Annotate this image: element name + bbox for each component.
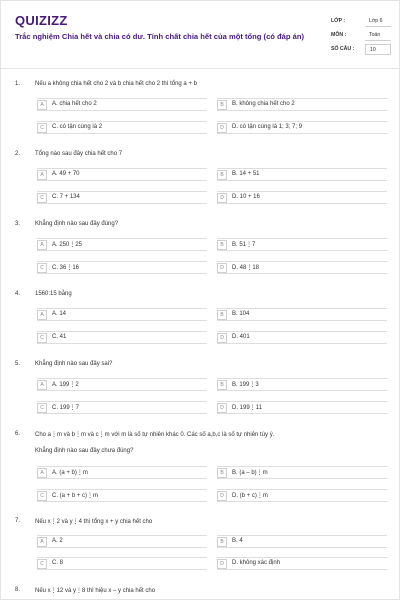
option-letter: D	[217, 491, 227, 501]
option-d[interactable]	[217, 261, 387, 274]
option-letter: C	[37, 491, 47, 501]
header-divider	[1, 68, 400, 69]
option-text: A. 14	[52, 311, 67, 317]
option-b[interactable]	[217, 308, 387, 321]
option-text: D. (b + c)⋮m	[232, 493, 268, 499]
question-subtext: Khẳng định nào sau đây chưa đúng?	[35, 448, 134, 454]
option-text: B. 14 + 51	[232, 171, 260, 177]
option-b[interactable]	[217, 98, 387, 111]
option-a[interactable]	[37, 466, 207, 479]
option-text: C. 8	[52, 560, 64, 566]
option-letter: B	[217, 170, 227, 180]
option-text: A. (a + b)⋮m	[52, 470, 88, 476]
option-letter: B	[217, 240, 227, 250]
quizizz-logo: QUIZIZZ	[15, 13, 68, 28]
option-c[interactable]	[37, 191, 207, 204]
option-text: B. 4	[232, 538, 243, 544]
option-text: C. (a + b + c)⋮m	[52, 493, 99, 499]
option-letter: B	[217, 537, 227, 547]
option-letter: C	[37, 403, 47, 413]
question-number: 6.	[15, 431, 21, 437]
option-d[interactable]	[217, 191, 387, 204]
question-number: 4.	[15, 291, 21, 297]
option-b[interactable]	[217, 466, 387, 479]
option-letter: C	[37, 193, 47, 203]
option-text: D. 401	[232, 334, 250, 340]
option-text: C. 199⋮7	[52, 405, 80, 411]
question-text: Nếu x⋮2 và y⋮4 thì tổng x + y chia hết cho	[35, 519, 153, 525]
meta-grade-label: LỚP :	[331, 18, 346, 24]
question-number: 3.	[15, 221, 21, 227]
option-text: A. 250⋮25	[52, 242, 83, 248]
question-text: Tổng nào sau đây chia hết cho 7	[35, 151, 123, 157]
option-text: A. 2	[52, 538, 63, 544]
option-letter: B	[217, 310, 227, 320]
question-number: 1.	[15, 81, 21, 87]
option-a[interactable]	[37, 98, 207, 111]
option-c[interactable]	[37, 331, 207, 344]
question-text: Nếu x⋮12 và y⋮8 thì hiệu x – y chia hết cho	[35, 588, 156, 594]
option-text: A. 49 + 70	[52, 171, 80, 177]
option-text: A. 199⋮2	[52, 382, 79, 388]
question-number: 7.	[15, 518, 21, 524]
option-text: D. 48⋮18	[232, 265, 260, 271]
option-text: B. (a – b)⋮m	[232, 470, 268, 476]
option-c[interactable]	[37, 401, 207, 414]
option-text: C. 41	[52, 334, 67, 340]
option-c[interactable]	[37, 121, 207, 134]
option-letter: B	[217, 468, 227, 478]
meta-count-value: 10	[365, 44, 391, 55]
meta-subject-label: MÔN :	[331, 32, 347, 38]
question-text: Khẳng định nào sau đây sai?	[35, 361, 113, 367]
option-a[interactable]	[37, 308, 207, 321]
option-text: B. 199⋮3	[232, 382, 259, 388]
question-text: Khẳng định nào sau đây đúng?	[35, 221, 119, 227]
option-letter: D	[217, 263, 227, 273]
option-text: C. có tận cùng là 2	[52, 124, 103, 130]
option-letter: D	[217, 333, 227, 343]
option-letter: B	[217, 380, 227, 390]
option-c[interactable]	[37, 261, 207, 274]
question-number: 2.	[15, 151, 21, 157]
option-letter: B	[217, 100, 227, 110]
option-letter: C	[37, 333, 47, 343]
option-letter: A	[37, 380, 47, 390]
worksheet-meta	[331, 15, 393, 57]
option-a[interactable]	[37, 238, 207, 251]
meta-subject	[331, 29, 393, 43]
question-text: 1560:15 bằng	[35, 291, 72, 297]
option-letter: A	[37, 310, 47, 320]
meta-count	[331, 43, 393, 57]
option-b[interactable]	[217, 535, 387, 548]
option-text: A. chia hết cho 2	[52, 101, 97, 107]
question-number: 5.	[15, 361, 21, 367]
option-b[interactable]	[217, 168, 387, 181]
option-text: D. có tận cùng là 1; 3; 7; 9	[232, 124, 303, 130]
option-letter: C	[37, 559, 47, 569]
option-text: C. 7 + 134	[52, 194, 80, 200]
meta-grade	[331, 15, 393, 29]
option-letter: D	[217, 559, 227, 569]
meta-subject-value: Toán	[365, 30, 391, 41]
option-c[interactable]	[37, 557, 207, 570]
option-letter: C	[37, 123, 47, 133]
option-b[interactable]	[217, 238, 387, 251]
worksheet-header	[1, 1, 400, 67]
option-a[interactable]	[37, 535, 207, 548]
worksheet-title: Trắc nghiệm Chia hết và chia có dư. Tính chất chia hết của một tổng (có đáp án)	[15, 32, 305, 41]
option-d[interactable]	[217, 331, 387, 344]
option-letter: C	[37, 263, 47, 273]
option-letter: A	[37, 100, 47, 110]
option-text: B. 104	[232, 311, 250, 317]
option-letter: A	[37, 537, 47, 547]
option-text: B. 51⋮7	[232, 242, 256, 248]
option-letter: D	[217, 403, 227, 413]
option-d[interactable]	[217, 557, 387, 570]
option-d[interactable]	[217, 401, 387, 414]
option-b[interactable]	[217, 378, 387, 391]
meta-grade-value: Lớp 6	[365, 16, 391, 27]
option-text: B. không chia hết cho 2	[232, 101, 295, 107]
question-text: Cho a⋮m và b⋮m và c⋮m với m là số tự nhiên khác 0. Các số a,b,c là số tự nhiên tùy ý.	[35, 432, 275, 438]
option-text: D. không xác định	[232, 560, 281, 566]
option-d[interactable]	[217, 121, 387, 134]
option-letter: D	[217, 123, 227, 133]
meta-count-label: SỐ CÂU :	[331, 46, 355, 52]
option-a[interactable]	[37, 168, 207, 181]
option-letter: A	[37, 240, 47, 250]
question-number: 8.	[15, 587, 21, 593]
question-text: Nếu a không chia hết cho 2 và b chia hết cho 2 thì tổng a + b	[35, 81, 197, 87]
option-c[interactable]	[37, 489, 207, 502]
option-text: C. 36⋮16	[52, 265, 80, 271]
option-letter: A	[37, 170, 47, 180]
option-a[interactable]	[37, 378, 207, 391]
option-letter: A	[37, 468, 47, 478]
option-text: D. 10 + 16	[232, 194, 260, 200]
option-d[interactable]	[217, 489, 387, 502]
option-text: D. 199⋮11	[232, 405, 262, 411]
option-letter: D	[217, 193, 227, 203]
